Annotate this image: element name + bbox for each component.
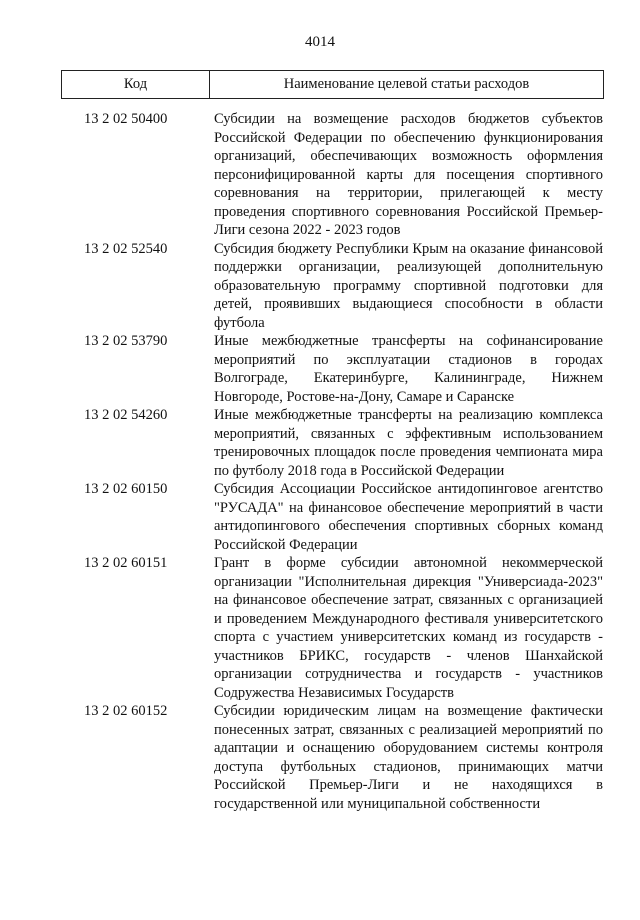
page-number: 4014: [305, 34, 335, 50]
row-code: 13 2 02 53790: [84, 333, 168, 349]
row-code: 13 2 02 50400: [84, 111, 168, 127]
column-header-name: Наименование целевой статьи расходов: [283, 76, 530, 92]
row-code: 13 2 02 60151: [84, 555, 168, 571]
table-row: [0, 406, 640, 480]
row-code: 13 2 02 54260: [84, 407, 168, 423]
row-code: 13 2 02 52540: [84, 240, 168, 257]
table-row: [0, 554, 640, 702]
column-header-code: Код: [62, 71, 210, 98]
table-body: [0, 110, 640, 813]
row-code: 13 2 02 60150: [84, 481, 168, 497]
row-description: Субсидия бюджету Республики Крым на оказание финансовой поддержки организации, реализующей дополнительную образовательную программу спортивной подготовки для детей, проявивших выдающиеся способности в области футбола: [214, 240, 603, 331]
table-row: [0, 702, 640, 813]
table-row: [0, 480, 640, 554]
table-row: [0, 240, 640, 333]
table-header: [61, 70, 604, 99]
row-description: Грант в форме субсидии автономной некоммерческой организации "Исполнительная дирекция "Универсиада-2023" на финансовое обеспечение затрат, связанных с организацией и проведением Международного фестиваля университетского спорта с участием университетских команд из государств - участников БРИКС, государств - членов Шанхайской организации сотрудничества и государств - участников Содружества Независимых Государств: [214, 555, 603, 701]
row-description: Субсидия Ассоциации Российское антидопинговое агентство "РУСАДА" на финансовое обеспечение мероприятий в части антидопингового обеспечения спортивных сборных команд Российской Федерации: [214, 481, 603, 553]
table-row: [0, 332, 640, 406]
row-description: Субсидии юридическим лицам на возмещение фактически понесенных затрат, связанных с реализацией мероприятий по адаптации и оснащению оборудованием системы контроля доступа футбольных стадионов, принимающих матчи Российской Премьер-Лиги и не находящихся в государственной или муниципальной собственности: [214, 703, 603, 812]
row-description: Иные межбюджетные трансферты на реализацию комплекса мероприятий, связанных с эффективным использованием тренировочных площадок после проведения чемпионата мира по футболу 2018 года в Российской Федерации: [214, 407, 603, 479]
row-description: Субсидии на возмещение расходов бюджетов субъектов Российской Федерации по обеспечению функционирования организаций, обеспечивающих возможность оформления персонифицированной карты для посещения спортивного соревнования на территории, прилегающей к месту проведения спортивного соревнования Российской Премьер-Лиги сезона 2022 - 2023 годов: [214, 111, 603, 238]
row-description: Иные межбюджетные трансферты на софинансирование мероприятий по эксплуатации стадионов в городах Волгограде, Екатеринбурге, Калининграде, Нижнем Новгороде, Ростове-на-Дону, Самаре и Саранске: [214, 333, 603, 405]
row-code: 13 2 02 60152: [84, 703, 168, 719]
table-row: [0, 110, 640, 240]
